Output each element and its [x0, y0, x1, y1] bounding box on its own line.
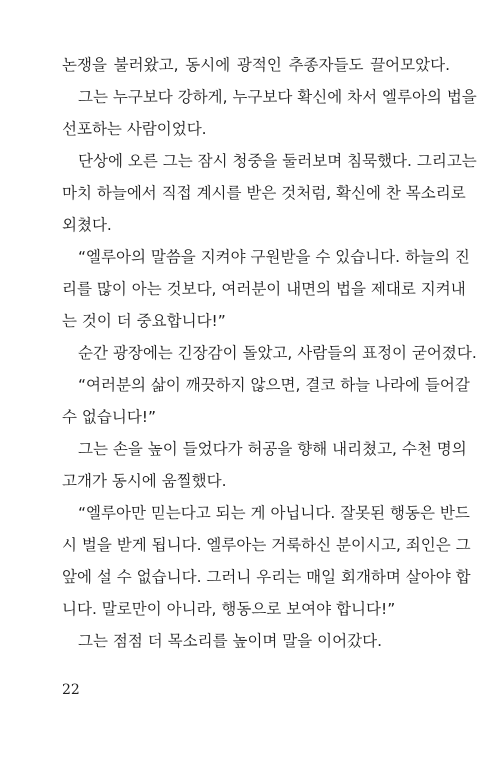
text-line: 고개가 동시에 움찔했다. [62, 472, 227, 490]
text-line: 앞에 설 수 없습니다. 그러니 우리는 매일 회개하며 살아야 합 [62, 568, 471, 586]
text-line: 마치 하늘에서 직접 계시를 받은 것처럼, 확신에 찬 목소리로 [62, 184, 466, 202]
text-line: 리를 많이 아는 것보다, 여러분이 내면의 법을 제대로 지켜내 [62, 280, 466, 298]
text-line: 순간 광장에는 긴장감이 돌았고, 사람들의 표정이 굳어졌다. [78, 344, 477, 362]
text-line: “엘루아만 믿는다고 되는 게 아닙니다. 잘못된 행동은 반드 [78, 504, 470, 522]
text-line: 논쟁을 불러왔고, 동시에 광적인 추종자들도 끌어모았다. [62, 56, 450, 74]
text-line: 니다. 말로만이 아니라, 행동으로 보여야 합니다!” [62, 600, 396, 618]
text-line: 수 없습니다!” [62, 408, 157, 426]
text-line: “엘루아의 말씀을 지켜야 구원받을 수 있습니다. 하늘의 진 [78, 248, 470, 266]
text-line: 외쳤다. [62, 216, 112, 234]
page-number: 22 [62, 682, 80, 698]
text-line: 그는 점점 더 목소리를 높이며 말을 이어갔다. [78, 632, 383, 650]
text-line: 그는 누구보다 강하게, 누구보다 확신에 차서 엘루아의 법을 [78, 88, 477, 106]
text-line: “여러분의 삶이 깨끗하지 않으면, 결코 하늘 나라에 들어갈 [78, 376, 470, 394]
text-line: 는 것이 더 중요합니다!” [62, 312, 226, 330]
text-line: 선포하는 사람이었다. [62, 120, 207, 138]
text-line: 단상에 오른 그는 잠시 청중을 둘러보며 침묵했다. 그리고는 [78, 152, 477, 170]
text-line: 그는 손을 높이 들었다가 허공을 향해 내리쳤고, 수천 명의 [78, 440, 467, 458]
text-line: 시 벌을 받게 됩니다. 엘루아는 거룩하신 분이시고, 죄인은 그 [62, 536, 471, 554]
